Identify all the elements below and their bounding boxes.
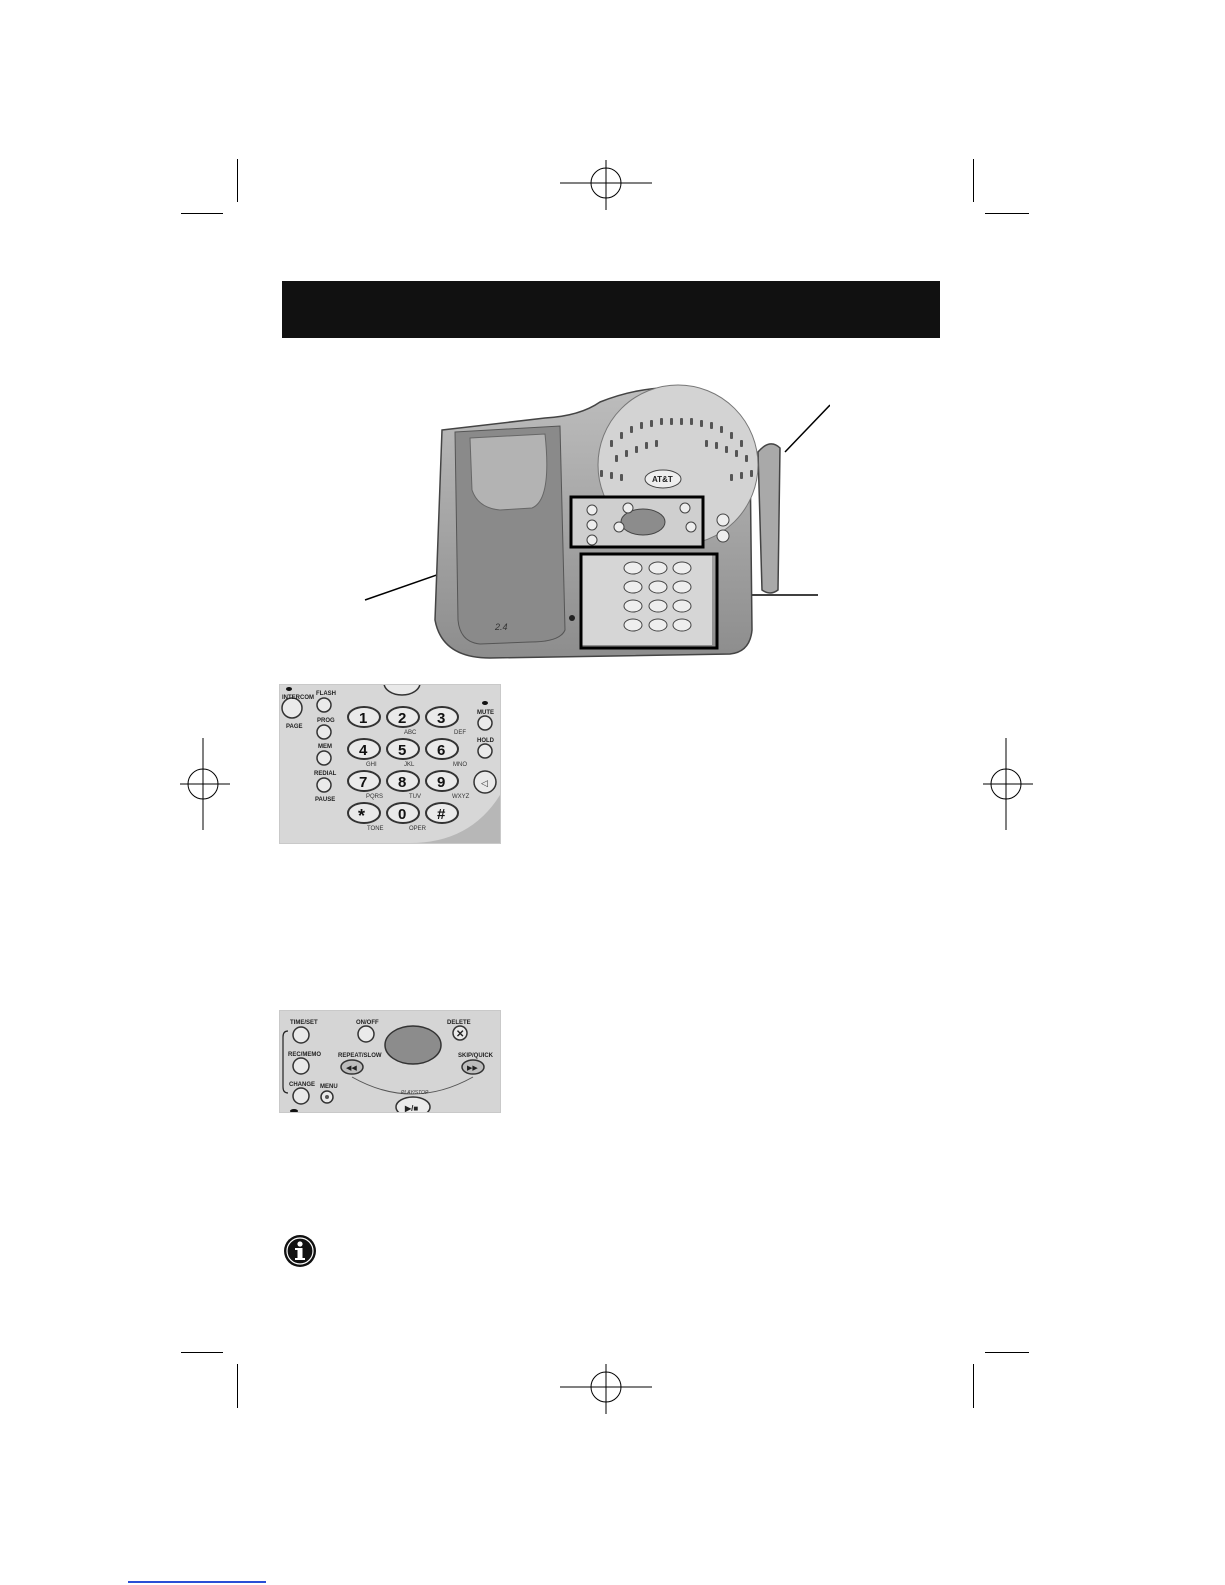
answering-controls-closeup (279, 1010, 501, 1113)
crop-mark-top-left-h (181, 213, 223, 214)
keypad-closeup (279, 684, 501, 844)
svg-text:DELETE: DELETE (447, 1020, 471, 1026)
svg-text:✕: ✕ (456, 1029, 465, 1040)
svg-text:TONE: TONE (367, 826, 384, 832)
svg-text:▶▶: ▶▶ (467, 1065, 478, 1072)
svg-text:PQRS: PQRS (366, 794, 384, 800)
svg-text:WXYZ: WXYZ (452, 794, 470, 800)
section-header-bar (282, 281, 940, 338)
answering-closeup-drawing (280, 1011, 500, 1112)
svg-text:▶/■: ▶/■ (405, 1104, 419, 1112)
crop-mark-bottom-left-h (181, 1352, 223, 1353)
registration-mark-right (983, 738, 1033, 830)
crop-mark-bottom-right-v (973, 1364, 974, 1408)
svg-text:1: 1 (359, 710, 368, 727)
svg-text:REC/MEMO: REC/MEMO (288, 1052, 321, 1058)
svg-text:JKL: JKL (404, 762, 415, 768)
svg-text:5: 5 (398, 742, 407, 759)
registration-mark-left (180, 738, 230, 830)
registration-mark-top (560, 160, 652, 210)
svg-text:PROG: PROG (317, 718, 335, 724)
bottom-status-line (128, 1581, 266, 1583)
svg-text:MENU: MENU (320, 1084, 338, 1090)
handset-logo: 2.4 (495, 622, 508, 632)
info-icon (283, 1234, 317, 1268)
svg-text:7: 7 (359, 774, 368, 791)
svg-text:CHANGE: CHANGE (289, 1082, 316, 1088)
svg-text:SKIP/QUICK: SKIP/QUICK (458, 1053, 494, 1059)
svg-text:2: 2 (398, 710, 407, 727)
svg-text:PAUSE: PAUSE (315, 797, 336, 803)
svg-text:TUV: TUV (409, 794, 421, 800)
svg-text:6: 6 (437, 742, 446, 759)
keypad-closeup-drawing (280, 685, 500, 843)
crop-mark-top-right-v (973, 159, 974, 202)
svg-text:MEM: MEM (318, 744, 332, 750)
svg-text:9: 9 (437, 774, 446, 791)
svg-text:ABC: ABC (404, 730, 417, 736)
keypad-area (582, 555, 712, 645)
svg-text:PLAY/STOP: PLAY/STOP (401, 1090, 429, 1096)
svg-text:8: 8 (398, 774, 407, 791)
crop-mark-top-left-v (237, 159, 238, 202)
svg-text:REDIAL: REDIAL (314, 771, 337, 777)
brand-logo: AT&T (652, 475, 673, 484)
svg-text:◀◀: ◀◀ (346, 1065, 357, 1072)
svg-text:GHI: GHI (366, 762, 377, 768)
registration-mark-bottom (560, 1364, 652, 1414)
svg-text:DEF: DEF (454, 730, 466, 736)
svg-text:0: 0 (398, 806, 407, 823)
svg-text:INTERCOM: INTERCOM (282, 695, 314, 701)
svg-text:HOLD: HOLD (477, 738, 494, 744)
crop-mark-top-right-h (985, 213, 1029, 214)
base-unit-illustration (360, 380, 830, 670)
svg-text:FLASH: FLASH (316, 691, 336, 697)
svg-text:PAGE: PAGE (286, 724, 303, 730)
svg-text:REPEAT/SLOW: REPEAT/SLOW (338, 1053, 382, 1059)
svg-text:MUTE: MUTE (477, 710, 494, 716)
svg-text:4: 4 (359, 742, 368, 759)
antenna (758, 444, 780, 593)
svg-text:OPER: OPER (409, 826, 427, 832)
crop-mark-bottom-left-v (237, 1364, 238, 1408)
svg-text:ON/OFF: ON/OFF (356, 1020, 379, 1026)
svg-text:TIME/SET: TIME/SET (290, 1020, 318, 1026)
svg-text:MNO: MNO (453, 762, 467, 768)
callout-line-antenna (785, 405, 830, 452)
svg-text:◁: ◁ (481, 778, 488, 788)
crop-mark-bottom-right-h (985, 1352, 1029, 1353)
svg-text:*: * (358, 806, 366, 826)
svg-text:3: 3 (437, 710, 446, 727)
svg-text:#: # (437, 806, 446, 823)
